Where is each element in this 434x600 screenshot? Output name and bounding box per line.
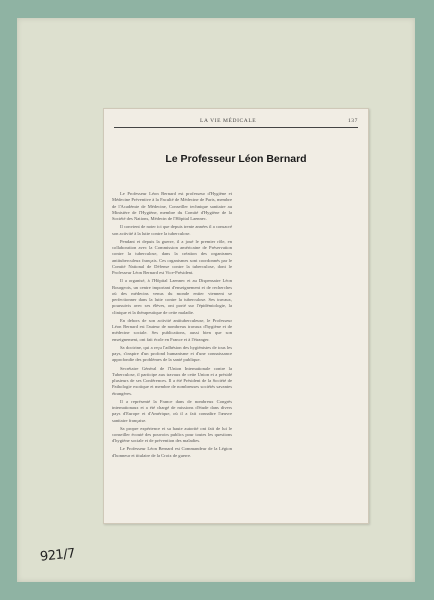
article-paragraph: Il a organisé, à l'Hôpital Laennec et au Dispensaire Léon Bourgeois, un centre important d'enseignement et de recherches où des médecins venus du monde entier viennent se perfectionner dans la lutte contre la tuberculose. Ses travaux, poursuivis avec ses élèves, ont porté sur l'épidémiologie, la clinique et la thérapeutique de cette maladie. — [112, 278, 232, 315]
article-body — [112, 191, 360, 515]
newspaper-clipping — [103, 108, 369, 524]
page-header — [114, 115, 358, 128]
page-number: 137 — [347, 118, 358, 124]
mounting-board — [17, 18, 415, 582]
article-paragraph: Il convient de noter ici que depuis trente années il a consacré son activité à la lutte contre la tuberculose. — [112, 224, 232, 236]
article-paragraph: Il a représenté la France dans de nombreux Congrès internationaux et a été chargé de missions d'étude dans divers pays d'Europe et d'Amérique, où il a fait connaître l'œuvre sanitaire française. — [112, 398, 232, 423]
article-paragraph: Le Professeur Léon Bernard est Commandeur de la Légion d'honneur et titulaire de la Croix de guerre. — [112, 446, 232, 458]
article-paragraph: Le Professeur Léon Bernard est professeur d'Hygiène et Médecine Préventive à la Faculté de Médecine de Paris, membre de l'Académie de Médecine, Conseiller technique sanitaire au Ministère de l'Hygiène, membre du Comité d'Hygiène de la Société des Nations, Médecin de l'Hôpital Laennec. — [112, 191, 232, 222]
article-title: Le Professeur Léon Bernard — [165, 153, 307, 165]
handwritten-shelfmark: 921/7 — [39, 546, 76, 565]
article-paragraph: Sa doctrine, qui a reçu l'adhésion des hygiénistes de tous les pays, s'inspire d'un profond humanisme et d'une connaissance approfondie des problèmes de la santé publique. — [112, 344, 232, 363]
article-paragraph: Pendant et depuis la guerre, il a joué le premier rôle, en collaboration avec la Commission américaine de Préservation contre la tuberculose, dans la création des organismes antituberculeux français. Ces organismes sont coordonnés par le Comité National de Défense contre la tuberculose, dont le Professeur Léon Bernard est Vice-Président. — [112, 238, 232, 276]
article-paragraph: En dehors de son activité antituberculeuse, le Professeur Léon Bernard est l'auteur de nombreux travaux d'hygiène et de médecine sociale. Ses publications, aussi bien que son enseignement, ont fait école en France et à l'étranger. — [112, 317, 232, 342]
article-paragraph: Sa propre expérience et sa haute autorité ont fait de lui le conseiller écouté des pouvoirs publics pour toutes les questions d'hygiène sociale et de prévention des maladies. — [112, 425, 232, 444]
article-paragraph: Secrétaire Général de l'Union Internationale contre la Tuberculose, il participe aux travaux de cette Union et a présidé plusieurs de ses Conférences. Il a été Président de la Société de Pathologie exotique et membre de nombreuses sociétés savantes étrangères. — [112, 365, 232, 396]
running-title: LA VIE MÉDICALE — [200, 118, 257, 124]
